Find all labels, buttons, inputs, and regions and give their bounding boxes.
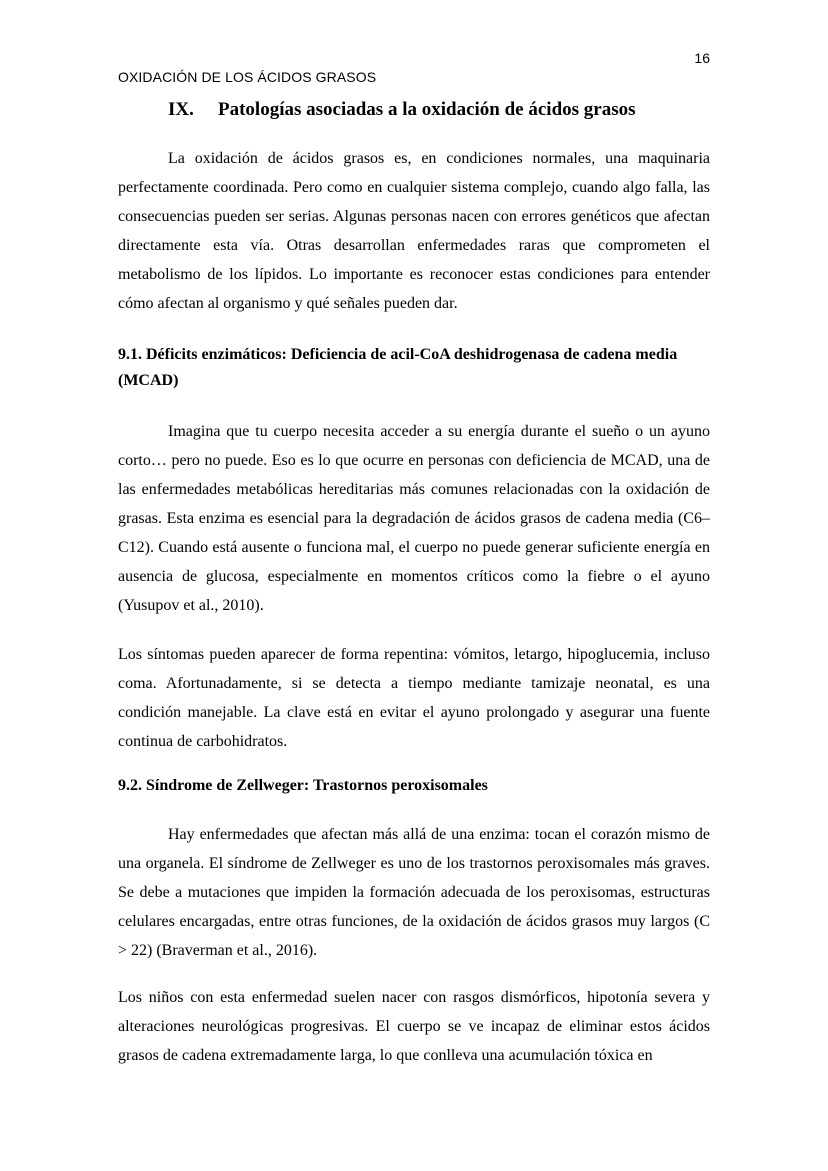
subsection-2-heading: 9.2. Síndrome de Zellweger: Trastornos peroxisomales xyxy=(118,777,488,794)
subsection-1-paragraph-2: Los síntomas pueden aparecer de forma repentina: vómitos, letargo, hipoglucemia, incluso coma. Afortunadamente, si se detecta a tiempo mediante tamizaje neonatal, es una condición manejable. La clave está en evitar el ayuno prolongado y asegurar una fuente continua de carbohidratos. xyxy=(118,646,710,750)
subsection-1-paragraph-1-block xyxy=(118,417,710,620)
subsection-2-paragraph-1: Hay enfermedades que afectan más allá de una enzima: tocan el corazón mismo de una organela. El síndrome de Zellweger es uno de los trastornos peroxisomales más graves. Se debe a mutaciones que impiden la formación adecuada de los peroxisomas, estructuras celulares encargadas, entre otras funciones, de la oxidación de ácidos grasos muy largos (C > 22) (Braverman et al., 2016). xyxy=(118,826,710,959)
intro-paragraph: La oxidación de ácidos grasos es, en condiciones normales, una maquinaria perfectamente coordinada. Pero como en cualquier sistema complejo, cuando algo falla, las consecuencias pueden ser serias. Algunas personas nacen con errores genéticos que afectan directamente esta vía. Otras desarrollan enfermedades raras que comprometen el metabolismo de los lípidos. Lo importante es reconocer estas condiciones para entender cómo afectan al organismo y qué señales pueden dar. xyxy=(118,150,710,312)
running-header: OXIDACIÓN DE LOS ÁCIDOS GRASOS xyxy=(118,69,377,85)
subsection-1-paragraph-2-block xyxy=(118,640,710,756)
subsection-2-paragraph-2: Los niños con esta enfermedad suelen nacer con rasgos dismórficos, hipotonía severa y alteraciones neurológicas progresivas. El cuerpo se ve incapaz de eliminar estos ácidos grasos de cadena extremadamente larga, lo que conlleva una acumulación tóxica en xyxy=(118,989,710,1064)
subsection-2-paragraph-2-block xyxy=(118,983,710,1070)
section-number: IX. xyxy=(168,99,194,120)
subsection-1-heading: 9.1. Déficits enzimáticos: Deficiencia de acil-CoA deshidrogenasa de cadena media (MCAD) xyxy=(118,346,678,389)
subsection-1-paragraph-1: Imagina que tu cuerpo necesita acceder a su energía durante el sueño o un ayuno corto… pero no puede. Eso es lo que ocurre en personas con deficiencia de MCAD, una de las enfermedades metabólicas hereditarias más comunes relacionadas con la oxidación de grasas. Esta enzima es esencial para la degradación de ácidos grasos de cadena media (C6–C12). Cuando está ausente o funciona mal, el cuerpo no puede generar suficiente energía en ausencia de glucosa, especialmente en momentos críticos como la fiebre o el ayuno (Yusupov et al., 2010). xyxy=(118,423,710,614)
subsection-2-heading-block xyxy=(118,773,710,799)
section-title xyxy=(168,99,636,121)
subsection-2-paragraph-1-block xyxy=(118,820,710,965)
section-title-text: Patologías asociadas a la oxidación de ácidos grasos xyxy=(218,99,636,120)
page-number: 16 xyxy=(694,50,710,66)
intro-block xyxy=(118,144,710,318)
subsection-1-heading-block xyxy=(118,342,710,394)
